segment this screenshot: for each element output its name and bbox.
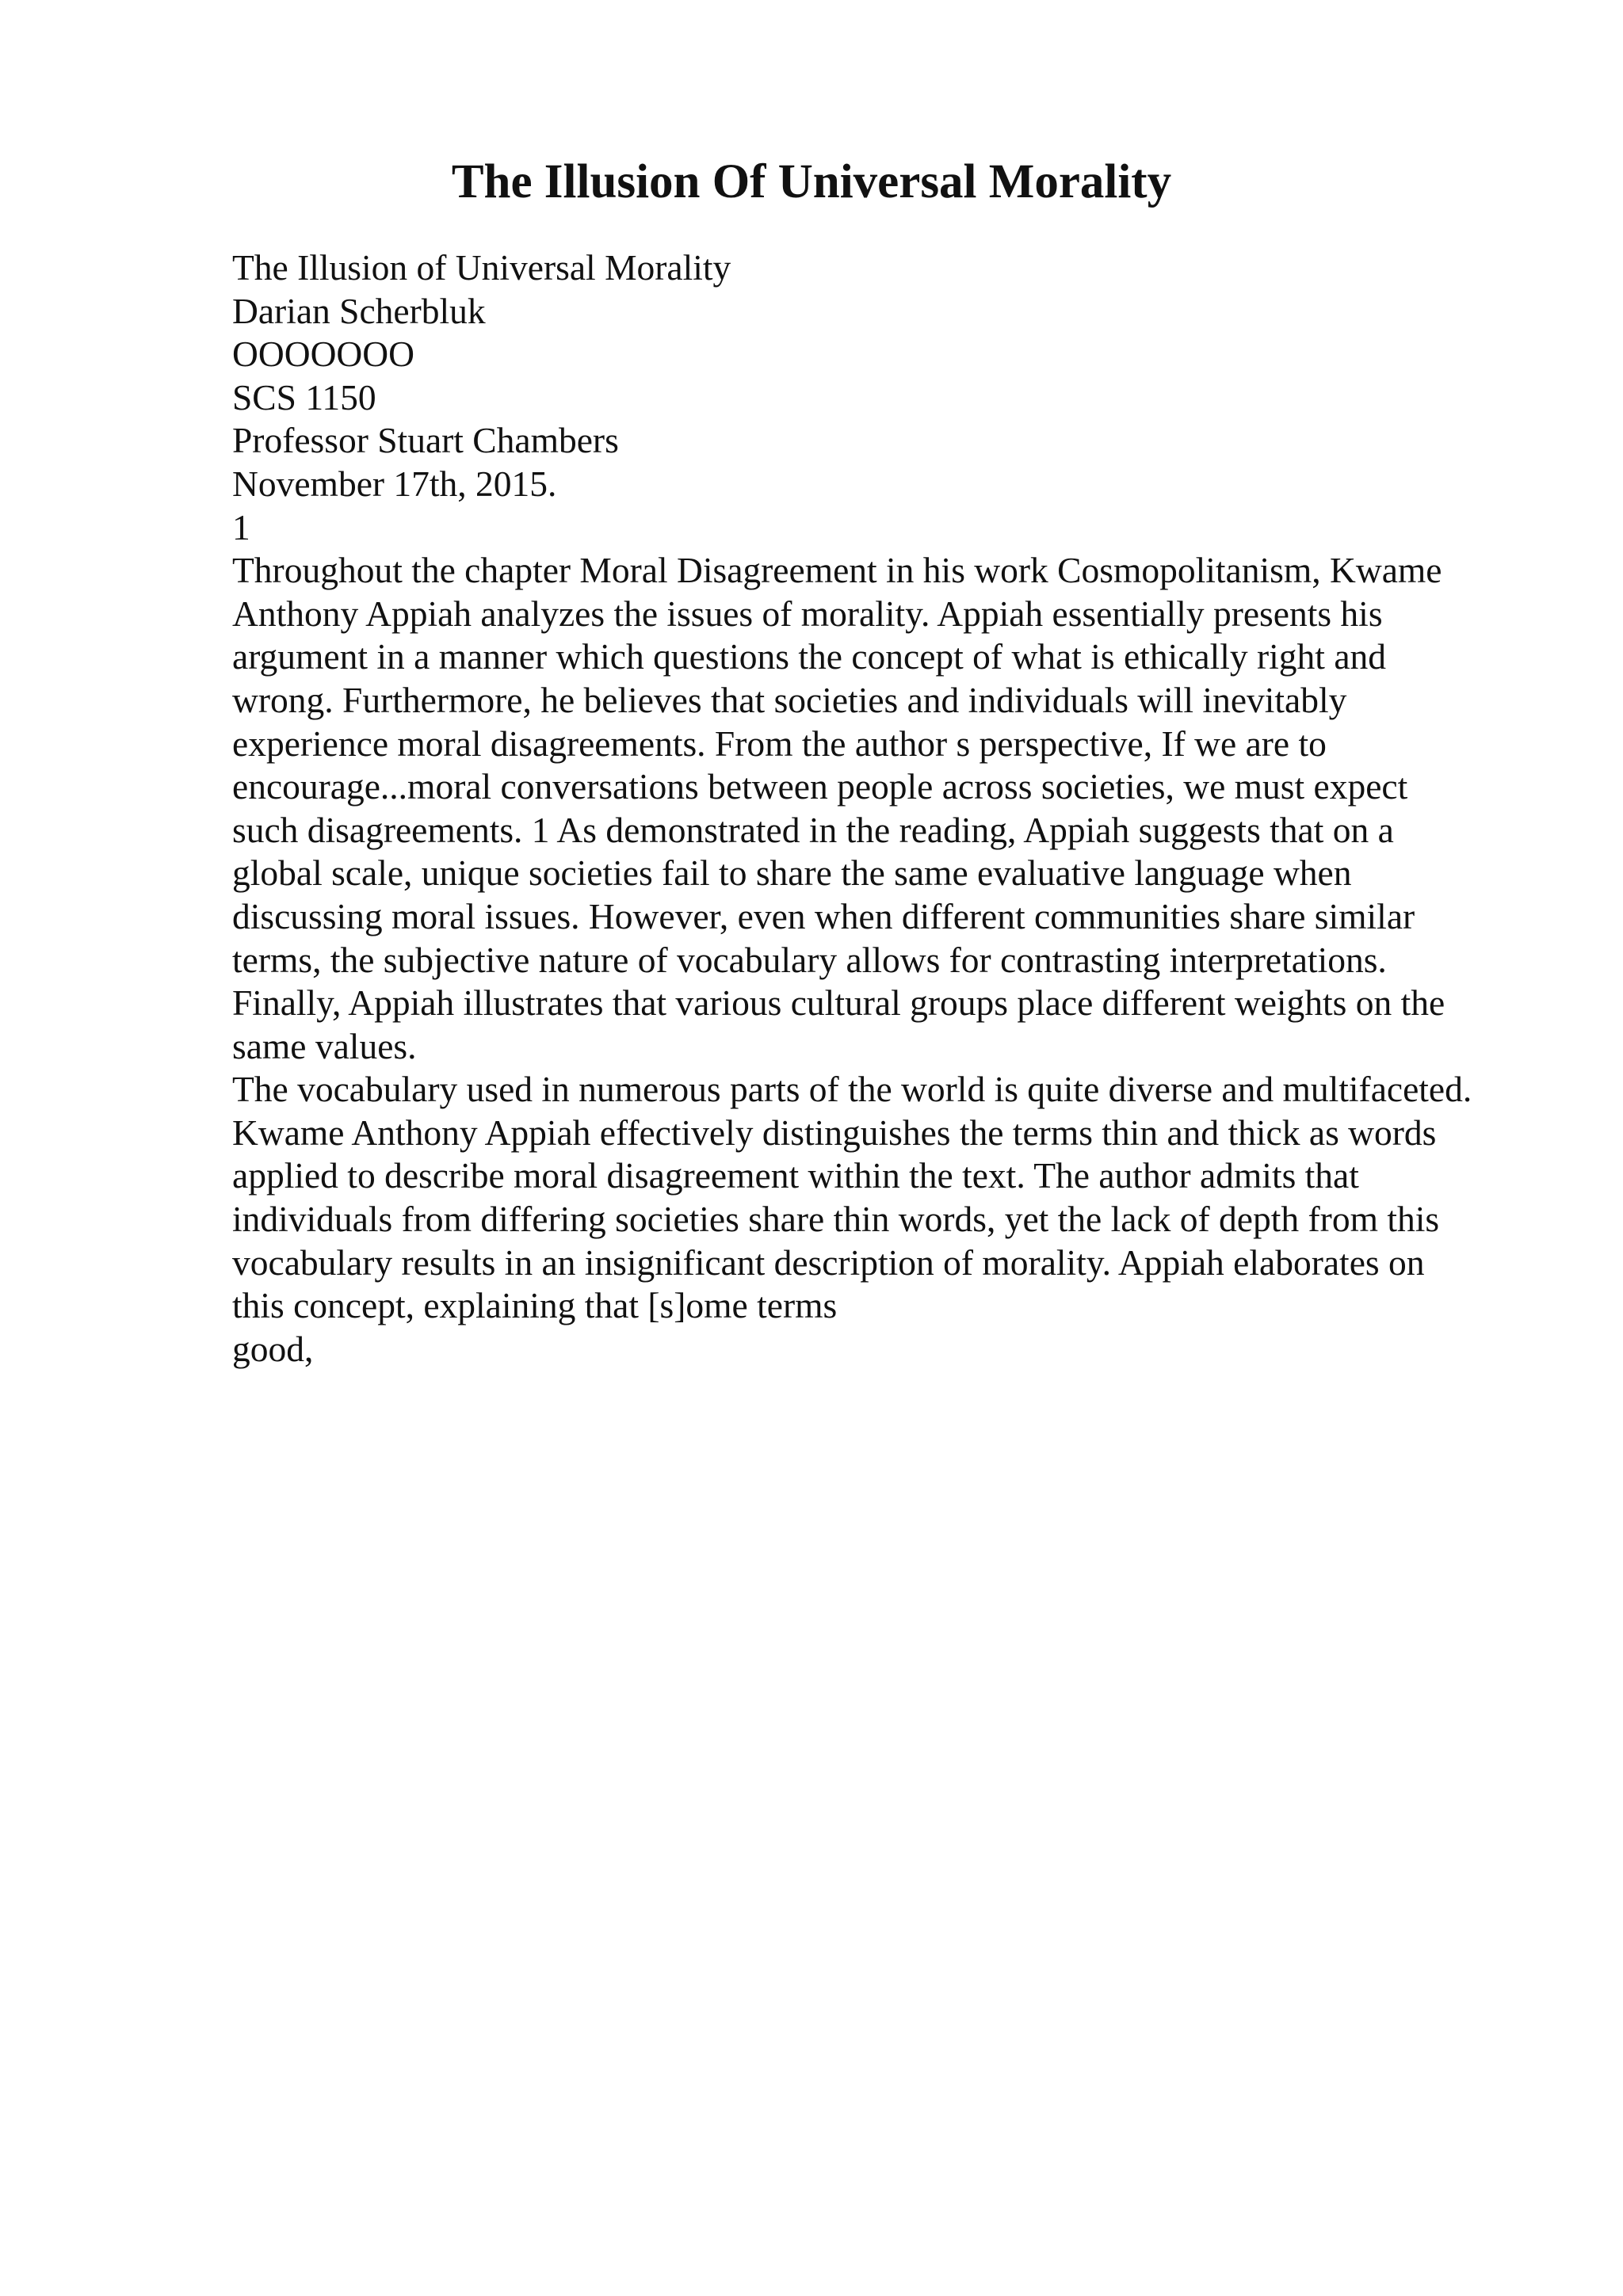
header-professor: Professor Stuart Chambers	[232, 420, 619, 461]
paragraph1-line: wrong. Furthermore, he believes that societies and individuals will inevitably	[232, 679, 1347, 720]
paragraph1-line: encourage...moral conversations between people across societies, we must expect	[232, 766, 1408, 807]
paragraph1-line: Anthony Appiah analyzes the issues of morality. Appiah essentially presents his	[232, 593, 1383, 634]
page-number: 1	[232, 506, 250, 547]
document-title: The Illusion Of Universal Morality	[451, 155, 1172, 208]
paragraph1-line: argument in a manner which questions the concept of what is ethically right and	[232, 636, 1387, 677]
paragraph1-line: same values.	[232, 1025, 417, 1066]
paragraph2-line: The vocabulary used in numerous parts of the world is quite diverse and multifaceted.	[232, 1069, 1472, 1110]
paragraph1-line: global scale, unique societies fail to share the same evaluative language when	[232, 852, 1352, 894]
paragraph2-line: this concept, explaining that [s]ome terms	[232, 1285, 838, 1326]
paragraph1-line: terms, the subjective nature of vocabulary allows for contrasting interpretations.	[232, 939, 1387, 980]
document-body	[232, 246, 1595, 1371]
paragraph2-line: Kwame Anthony Appiah effectively distinguishes the terms thin and thick as words	[232, 1112, 1437, 1153]
paragraph2-line: individuals from differing societies share thin words, yet the lack of depth from this	[232, 1199, 1440, 1240]
header-date: November 17th, 2015.	[232, 463, 557, 504]
paragraph1-line: experience moral disagreements. From the author s perspective, If we are to	[232, 723, 1327, 764]
paragraph1-line: such disagreements. 1 As demonstrated in the reading, Appiah suggests that on a	[232, 809, 1394, 850]
paragraph2-line: applied to describe moral disagreement within the text. The author admits that	[232, 1155, 1359, 1196]
paragraph1-line: Finally, Appiah illustrates that various cultural groups place different weights on the	[232, 982, 1445, 1024]
header-essay-title: The Illusion of Universal Morality	[232, 247, 731, 288]
paragraph1-line: discussing moral issues. However, even when different communities share similar	[232, 895, 1415, 936]
paragraph2-line: good,	[232, 1328, 314, 1369]
header-student-id: OOOOOOO	[232, 334, 415, 375]
header-author: Darian Scherbluk	[232, 290, 486, 331]
paragraph2-line: vocabulary results in an insignificant description of morality. Appiah elaborates on	[232, 1241, 1425, 1283]
paragraph1-line: Throughout the chapter Moral Disagreement in his work Cosmopolitanism, Kwame	[232, 550, 1442, 591]
header-course: SCS 1150	[232, 376, 376, 418]
